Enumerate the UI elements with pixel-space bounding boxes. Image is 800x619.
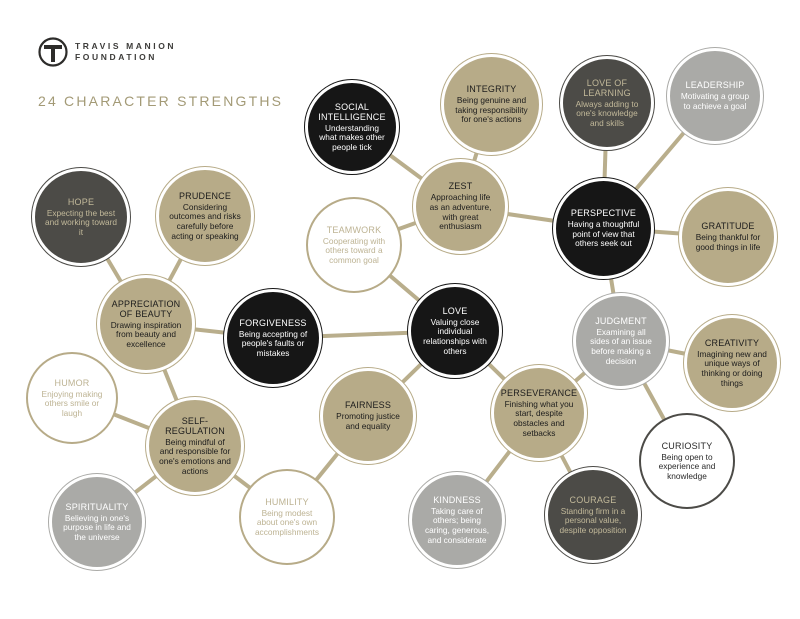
node-social-intelligence xyxy=(305,80,399,174)
node-self-regulation xyxy=(146,397,244,495)
node-zest xyxy=(413,159,508,254)
node-fairness-desc: Promoting justice and equality xyxy=(336,411,400,431)
node-humor-name: HUMOR xyxy=(54,377,90,388)
node-fairness-name: FAIRNESS xyxy=(344,400,392,411)
node-hope-name: HOPE xyxy=(67,196,95,207)
node-perspective-name: PERSPECTIVE xyxy=(570,208,637,219)
node-humility-desc: Being modest about one's own accomplishments xyxy=(254,507,320,537)
node-gratitude-desc: Being thankful for good things in life xyxy=(695,232,761,252)
node-kindness-desc: Taking care of others; being caring, generous, and considerate xyxy=(424,505,490,545)
node-courage-desc: Standing firm in a personal value, despite opposition xyxy=(559,505,627,535)
node-prudence-name: PRUDENCE xyxy=(178,190,232,201)
node-perseverance xyxy=(491,365,587,461)
brand-line-1: TRAVIS MANION xyxy=(75,41,177,51)
node-kindness xyxy=(409,472,505,568)
node-integrity xyxy=(441,54,542,155)
node-social-intelligence-name: SOCIAL INTELLIGENCE xyxy=(318,101,386,122)
node-gratitude xyxy=(679,188,777,286)
node-humility xyxy=(239,469,335,565)
node-gratitude-name: GRATITUDE xyxy=(701,221,755,232)
node-perseverance-desc: Finishing what you start, despite obstacles and setbacks xyxy=(504,398,574,438)
node-love-of-learning xyxy=(560,56,654,150)
node-teamwork xyxy=(306,197,402,293)
node-kindness-name: KINDNESS xyxy=(433,494,481,505)
node-hope xyxy=(32,168,130,266)
node-self-regulation-name: SELF-REGULATION xyxy=(165,415,225,436)
brand-line-2: FOUNDATION xyxy=(75,52,158,62)
page-title: 24 CHARACTER STRENGTHS xyxy=(38,93,284,109)
node-curiosity xyxy=(639,413,735,509)
node-fairness xyxy=(320,368,416,464)
node-teamwork-desc: Cooperating with others toward a common goal xyxy=(322,235,386,265)
node-social-intelligence-desc: Understanding what makes other people tick xyxy=(319,122,385,152)
node-love-of-learning-name: LOVE OF LEARNING xyxy=(583,77,631,98)
node-prudence-desc: Considering outcomes and risks carefully before acting or speaking xyxy=(169,201,241,241)
node-creativity-name: CREATIVITY xyxy=(704,337,760,348)
node-teamwork-name: TEAMWORK xyxy=(326,224,382,235)
foundation-logo xyxy=(38,36,188,70)
node-hope-desc: Expecting the best and working toward it xyxy=(45,207,117,237)
node-love-name: LOVE xyxy=(442,305,468,316)
node-spirituality xyxy=(49,474,145,570)
node-curiosity-name: CURIOSITY xyxy=(661,440,713,451)
node-leadership xyxy=(667,48,763,144)
node-integrity-name: INTEGRITY xyxy=(466,84,517,95)
node-humor xyxy=(26,352,118,444)
node-forgiveness-name: FORGIVENESS xyxy=(239,317,307,328)
node-forgiveness-desc: Being accepting of people's faults or mistakes xyxy=(238,328,308,358)
node-perspective xyxy=(553,178,654,279)
node-appreciation-of-beauty xyxy=(97,275,195,373)
node-appreciation-of-beauty-name: APPRECIATION OF BEAUTY xyxy=(111,298,181,319)
node-leadership-name: LEADERSHIP xyxy=(685,80,745,91)
node-leadership-desc: Motivating a group to achieve a goal xyxy=(680,91,750,111)
node-perseverance-name: PERSEVERANCE xyxy=(500,387,578,398)
node-perspective-desc: Having a thoughtful point of view that others seek out xyxy=(567,219,640,249)
node-self-regulation-desc: Being mindful of and responsible for one's emotions and actions xyxy=(159,436,231,476)
node-creativity xyxy=(684,315,780,411)
node-forgiveness xyxy=(224,289,322,387)
node-spirituality-name: SPIRITUALITY xyxy=(65,501,129,512)
node-judgment-desc: Examining all sides of an issue before making a decision xyxy=(590,326,652,366)
node-judgment xyxy=(573,293,669,389)
node-humor-desc: Enjoying making others smile or laugh xyxy=(41,388,103,418)
node-courage-name: COURAGE xyxy=(569,494,617,505)
brand-name xyxy=(75,41,176,63)
node-love-of-learning-desc: Always adding to one's knowledge and skills xyxy=(575,98,639,128)
node-zest-desc: Approaching life as an adventure, with great enthusiasm xyxy=(429,192,492,232)
node-prudence xyxy=(156,167,254,265)
node-creativity-desc: Imagining new and unique ways of thinking or doing things xyxy=(697,348,767,388)
node-curiosity-desc: Being open to experience and knowledge xyxy=(658,451,716,481)
node-appreciation-of-beauty-desc: Drawing inspiration from beauty and excellence xyxy=(110,319,182,349)
node-courage xyxy=(545,467,641,563)
node-integrity-desc: Being genuine and taking responsibility for one's actions xyxy=(455,95,528,125)
foundation-emblem-icon xyxy=(38,36,68,68)
node-humility-name: HUMILITY xyxy=(265,496,309,507)
node-zest-name: ZEST xyxy=(448,181,473,192)
node-love xyxy=(408,284,502,378)
node-spirituality-desc: Believing in one's purpose in life and the universe xyxy=(63,512,131,542)
node-love-desc: Valuing close individual relationships with others xyxy=(423,316,487,356)
node-judgment-name: JUDGMENT xyxy=(595,315,647,326)
